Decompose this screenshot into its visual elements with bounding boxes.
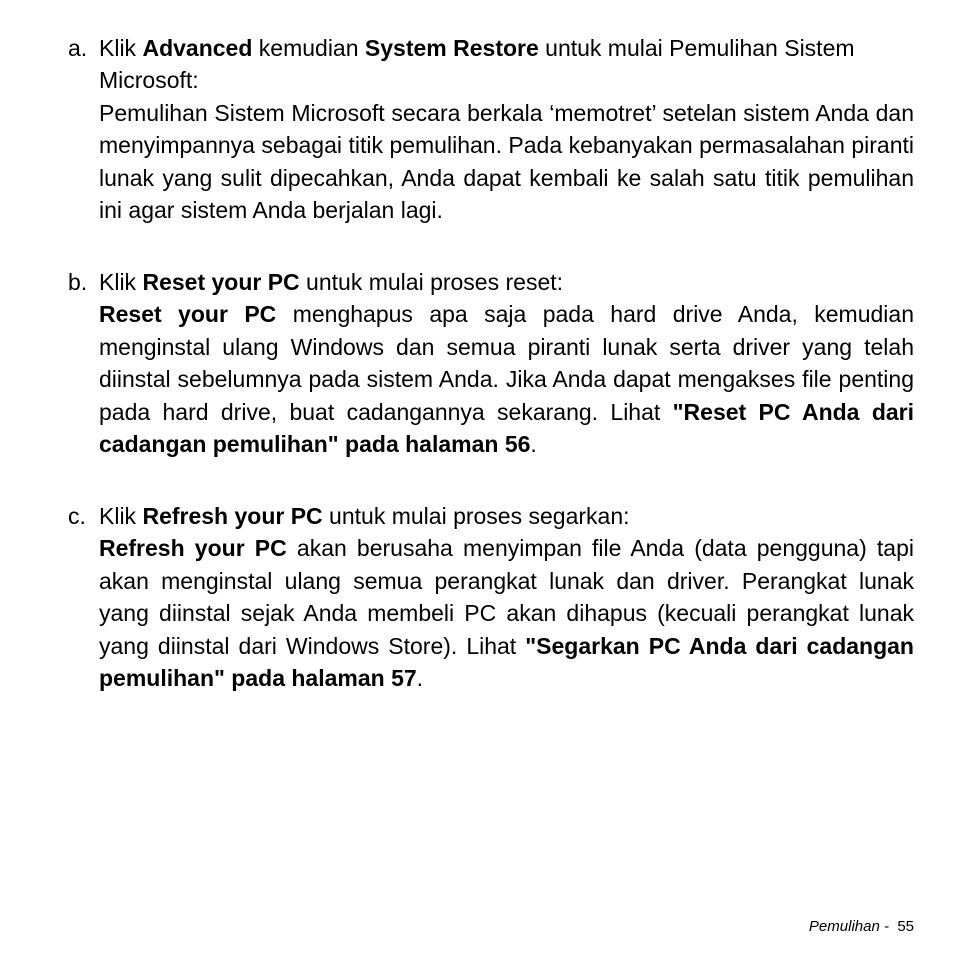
list-marker: a. <box>68 35 88 61</box>
page-footer <box>809 918 914 936</box>
list-item-reset-pc <box>68 266 914 460</box>
ui-term-refresh-your-pc: Refresh your PC <box>142 503 323 529</box>
step-description: Pemulihan Sistem Microsoft secara berkala ‘memotret’ setelan sistem Anda dan menyimpannya sebagai titik pemulihan. Pada kebanyakan permasalahan piranti lunak yang sulit dipecahkan, Anda dapat kembali ke salah satu titik pemulihan ini agar sistem Anda berjalan lagi. <box>99 99 914 224</box>
lead-term: Reset your PC <box>99 301 277 328</box>
list-marker: c. <box>68 503 86 529</box>
ui-term-advanced: Advanced <box>142 35 253 61</box>
lead-term: Refresh your PC <box>99 535 287 562</box>
step-heading: Klik Refresh your PC untuk mulai proses segarkan: <box>99 503 630 529</box>
step-description: Refresh your PC akan berusaha menyimpan file Anda (data pengguna) tapi akan menginstal ulang semua perangkat lunak dan driver. Perangkat lunak yang diinstal sejak Anda membeli PC akan dihapus (kecuali perangkat lunak yang diinstal dari Windows Store). Lihat "Segarkan PC Anda dari cadangan pemulihan" pada halaman 57. <box>99 535 914 692</box>
list-item-advanced-restore <box>68 32 914 226</box>
step-heading: Klik Advanced kemudian System Restore untuk mulai Pemulihan Sistem Microsoft: <box>99 35 855 94</box>
ui-term-system-restore: System Restore <box>364 35 539 61</box>
cross-reference-link[interactable]: "Reset PC Anda dari cadangan pemulihan" pada halaman 56 <box>99 398 915 458</box>
ui-term-reset-your-pc: Reset your PC <box>142 269 300 295</box>
list-item-refresh-pc <box>68 500 914 694</box>
list-item-body <box>99 500 914 694</box>
page-number: 55 <box>897 918 914 935</box>
list-item-body <box>99 32 914 226</box>
cross-reference-link[interactable]: "Segarkan PC Anda dari cadangan pemulihan" pada halaman 57 <box>99 632 914 692</box>
list-item-body <box>99 266 914 460</box>
step-description: Reset your PC menghapus apa saja pada hard drive Anda, kemudian menginstal ulang Windows dan semua piranti lunak serta driver yang telah diinstal sebelumnya pada sistem Anda. Jika Anda dapat mengakses file penting pada hard drive, buat cadangannya sekarang. Lihat "Reset PC Anda dari cadangan pemulihan" pada halaman 56. <box>99 301 915 458</box>
list-marker: b. <box>68 269 88 295</box>
step-heading: Klik Reset your PC untuk mulai proses reset: <box>99 269 564 295</box>
footer-section-title: Pemulihan - <box>808 918 894 935</box>
